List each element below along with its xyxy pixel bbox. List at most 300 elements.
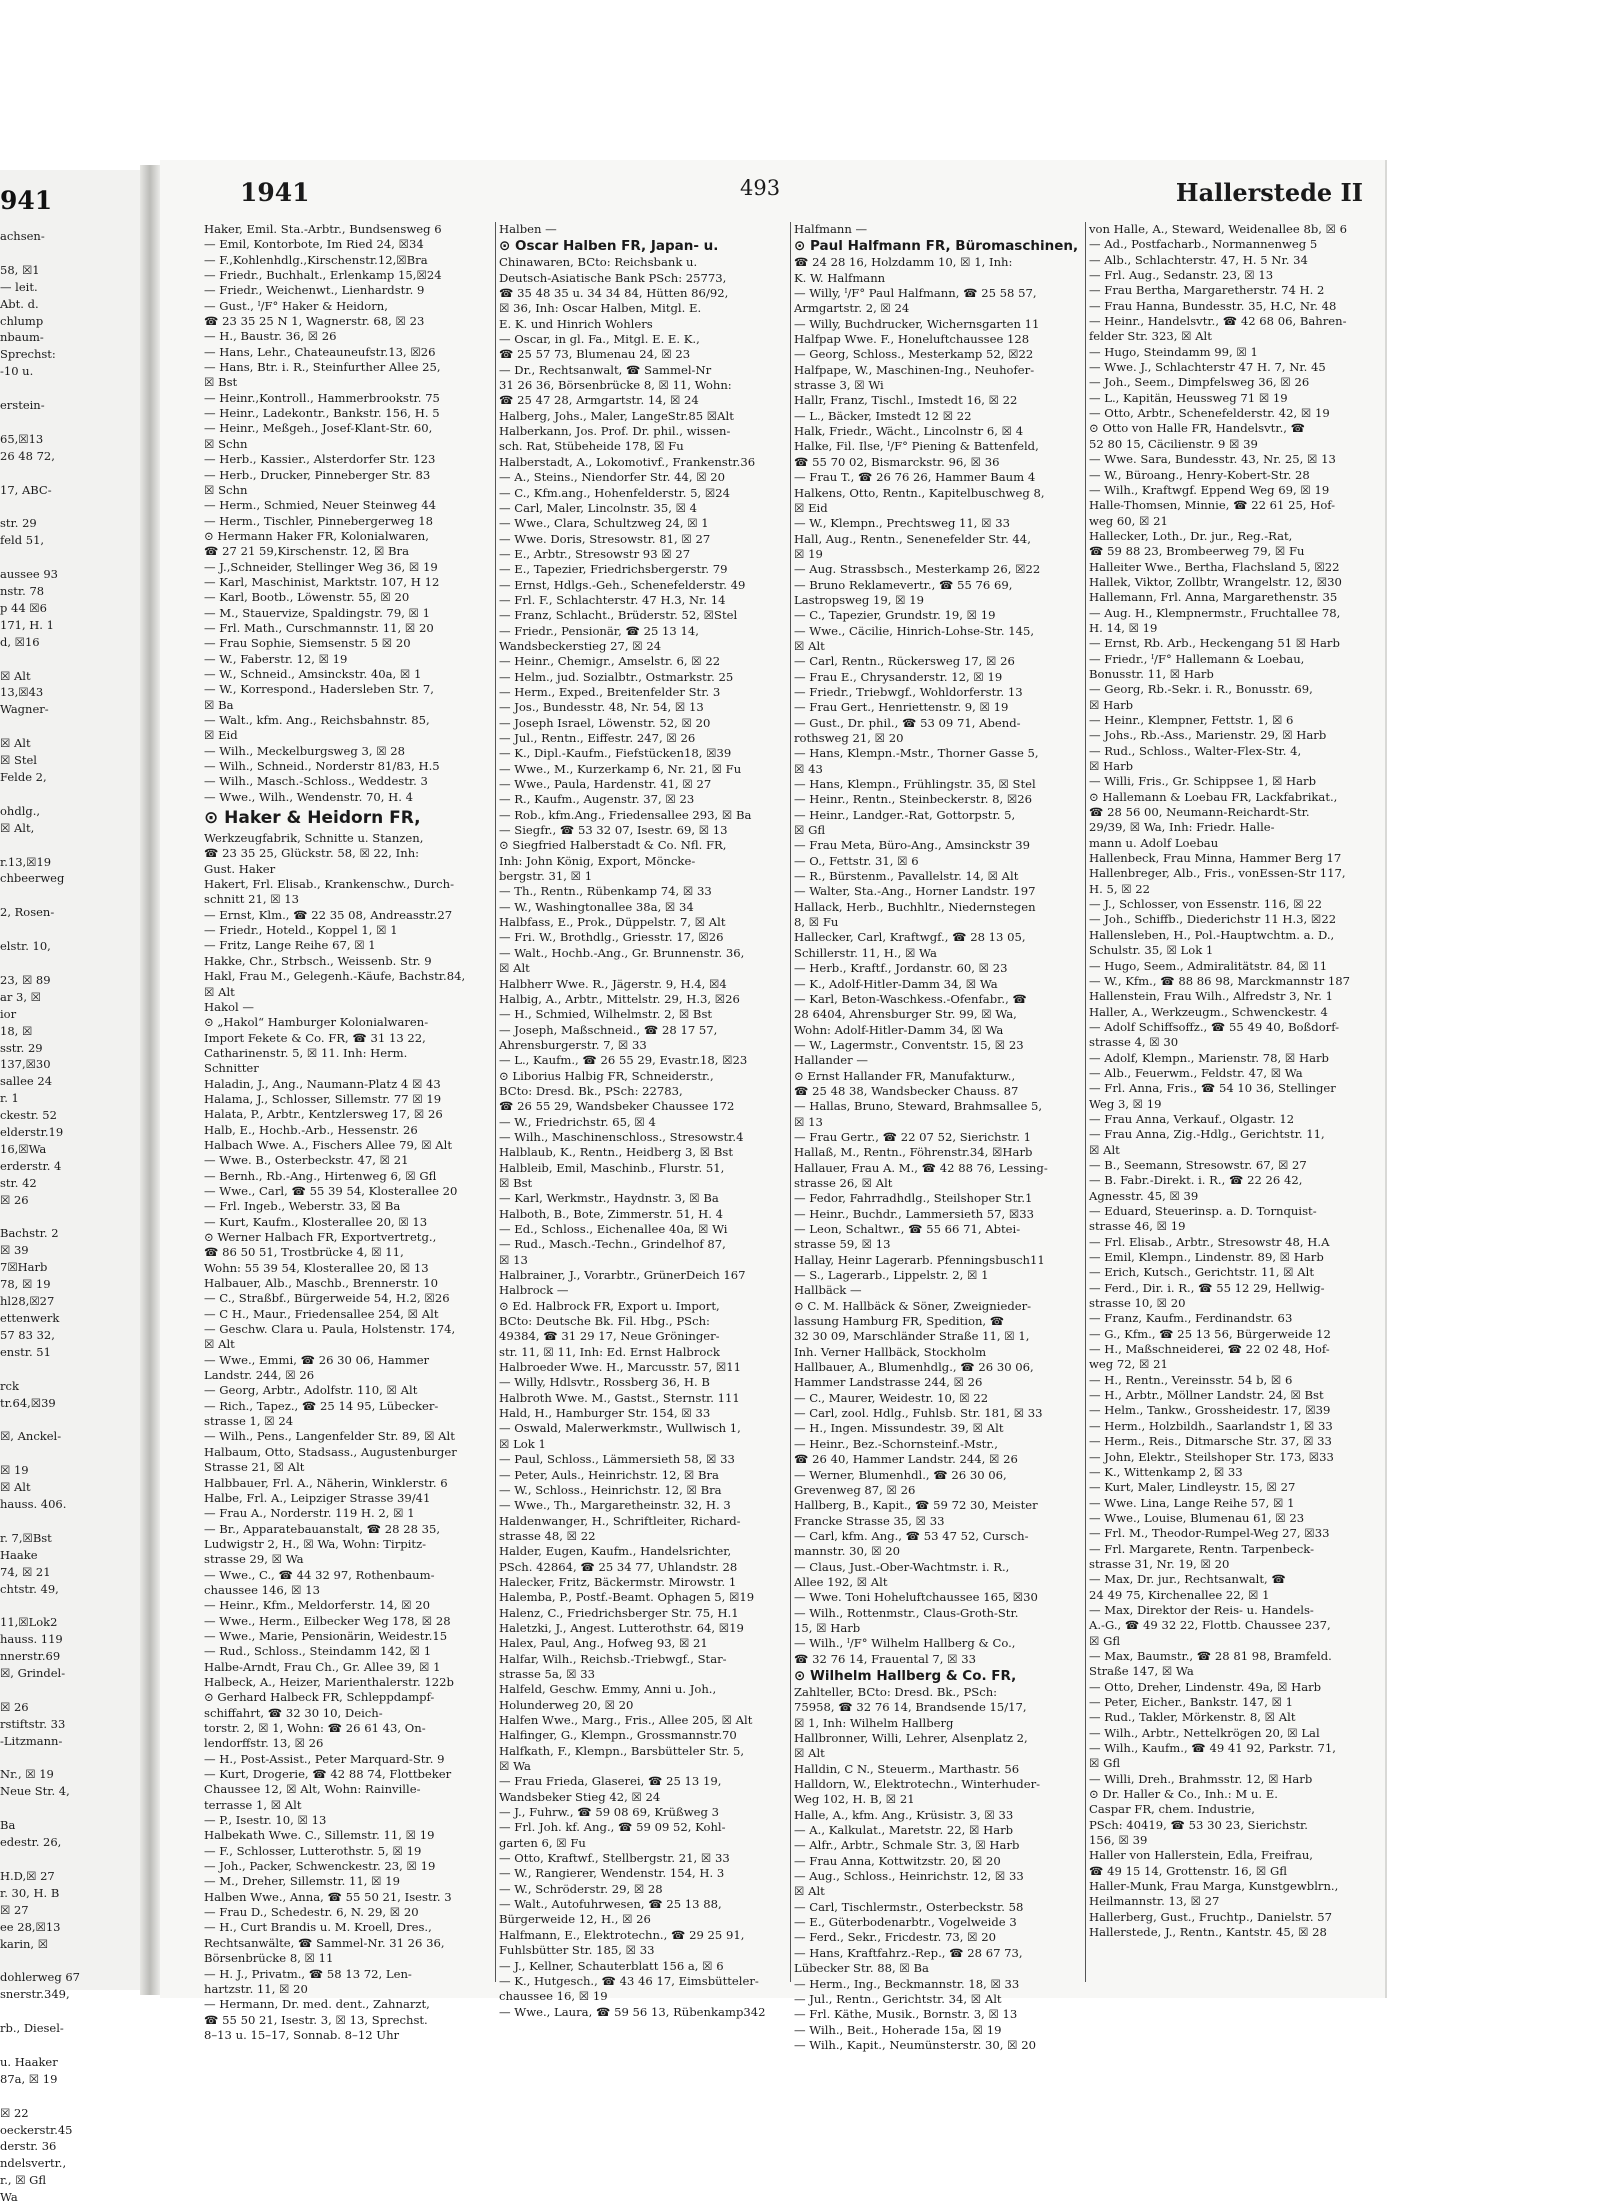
directory-entry: — W., Schröderstr. 29, ☒ 28 <box>499 1881 663 1896</box>
directory-entry: ☒ Alt <box>499 961 530 976</box>
left-page-line: oeckerstr.45 <box>0 2122 73 2137</box>
directory-entry: — John, Elektr., Steilshoper Str. 173, ☒33 <box>1089 1449 1334 1464</box>
directory-entry: ☒ Harb <box>1089 759 1134 774</box>
directory-entry: ☒ Wa <box>499 1759 531 1774</box>
directory-entry: — Rud., Schloss., Steindamm 142, ☒ 1 <box>204 1644 432 1659</box>
directory-entry: terrasse 1, ☒ Alt <box>204 1797 302 1812</box>
left-page-line <box>0 1851 142 1868</box>
directory-entry: Halberkann, Jos. Prof. Dr. phil., wissen- <box>499 424 731 439</box>
directory-entry: Hallay, Heinr Lagerarb. Pfenningsbusch11 <box>794 1252 1045 1267</box>
left-page-line: nstr. 78 <box>0 584 45 599</box>
left-page-line <box>0 1952 142 1969</box>
left-page-line <box>0 718 142 735</box>
directory-entry: Hallenbeck, Frau Minna, Hammer Berg 17 <box>1089 851 1342 866</box>
directory-entry: — Wwe., M., Kurzerkamp 6, Nr. 21, ☒ Fu <box>499 761 742 776</box>
directory-entry: ⊙ Ed. Halbrock FR, Export u. Import, <box>499 1298 720 1313</box>
directory-entry: ⊙ „Hakol“ Hamburger Kolonialwaren- <box>204 1015 429 1030</box>
directory-entry: — Heinr., Rentn., Steinbeckerstr. 8, ☒26 <box>794 792 1032 807</box>
directory-entry: PSch: 40419, ☎ 53 30 23, Sierichstr. <box>1089 1817 1308 1832</box>
directory-entry: — Adolf Schiffsoffz., ☎ 55 49 40, Boßdorf- <box>1089 1019 1340 1034</box>
directory-entry: — Herb., Drucker, Pinneberger Str. 83 <box>204 467 431 482</box>
directory-entry: — Wwe., Cäcilie, Hinrich-Lohse-Str. 145, <box>794 623 1035 638</box>
left-page-line: ☒ Alt <box>0 736 31 751</box>
directory-entry: — Wwe., Clara, Schultzweg 24, ☒ 1 <box>499 516 709 531</box>
directory-entry: Ludwigstr 2, H., ☒ Wa, Wohn: Tirpitz- <box>204 1536 427 1551</box>
directory-entry: Import Fekete & Co. FR, ☎ 31 13 22, <box>204 1030 426 1045</box>
directory-entry: Halben — <box>499 222 557 236</box>
directory-entry: — Heinr., Kfm., Meldorferstr. 14, ☒ 20 <box>204 1598 431 1613</box>
directory-entry: — W., Korrespond., Hadersleben Str. 7, <box>204 682 434 697</box>
directory-entry: Francke Strasse 35, ☒ 33 <box>794 1513 945 1528</box>
directory-entry: — Friedr., Hoteld., Koppel 1, ☒ 1 <box>204 923 398 938</box>
left-page-line: ☒ 19 <box>0 1463 29 1478</box>
header-name-range: Hallerstede II <box>1175 178 1363 207</box>
directory-entry: Halfpap Wwe. F., Honeluftchaussee 128 <box>794 332 1030 347</box>
directory-entry: Halbroth Wwe. M., Gastst., Sternstr. 111 <box>499 1390 740 1405</box>
left-page-line: erderstr. 4 <box>0 1158 62 1173</box>
directory-entry: Wandsbeckerstieg 27, ☒ 24 <box>499 638 662 653</box>
directory-entry: — H. J., Privatm., ☎ 58 13 72, Len- <box>204 1966 412 1981</box>
directory-entry: — Heinr., Handelsvtr., ☎ 42 68 06, Bahren- <box>1089 314 1347 329</box>
directory-entry: ☒ Gfl <box>1089 1633 1121 1648</box>
directory-entry: — Heinr., Chemigr., Amselstr. 6, ☒ 22 <box>499 654 721 669</box>
left-page-line: ☒, Anckel- <box>0 1429 62 1444</box>
directory-entry: — B., Seemann, Stresowstr. 67, ☒ 27 <box>1089 1157 1307 1172</box>
book-gutter <box>140 165 162 1995</box>
left-page-line: ☒ 39 <box>0 1243 29 1258</box>
directory-entry: — Bernh., Rb.-Ang., Hirtenweg 6, ☒ Gfl <box>204 1168 437 1183</box>
directory-entry: Heilmannstr. 13, ☒ 27 <box>1089 1894 1220 1909</box>
directory-entry: Halbroeder Wwe. H., Marcusstr. 57, ☒11 <box>499 1360 742 1375</box>
directory-entry: — W., Klempn., Prechtsweg 11, ☒ 33 <box>794 516 1011 531</box>
directory-entry: ☒ 1, Inh: Wilhelm Hallberg <box>794 1715 954 1730</box>
directory-entry: — Willi, Dreh., Brahmsstr. 12, ☒ Harb <box>1089 1771 1313 1786</box>
directory-entry: 156, ☒ 39 <box>1089 1833 1148 1848</box>
left-facing-page <box>0 170 142 2205</box>
directory-entry: — Alb., Schlachterstr. 47, H. 5 Nr. 34 <box>1089 252 1308 267</box>
left-page-text <box>0 228 142 2206</box>
directory-entry: strasse 1, ☒ 24 <box>204 1414 294 1429</box>
left-page-line: 13,☒43 <box>0 685 44 700</box>
directory-entry: — Karl, Bootb., Löwenstr. 55, ☒ 20 <box>204 590 410 605</box>
directory-entry: — H., Rentn., Vereinsstr. 54 b, ☒ 6 <box>1089 1372 1293 1387</box>
directory-entry: ☎ 25 48 38, Wandsbecker Chauss. 87 <box>794 1083 1019 1098</box>
directory-entry: Inh: John König, Export, Mönckе- <box>499 853 696 868</box>
directory-entry: ☒ Gfl <box>1089 1756 1121 1771</box>
directory-entry: Hakol — <box>204 999 255 1014</box>
directory-entry: — Friedr., Triebwgf., Wohldorferstr. 13 <box>794 684 1023 699</box>
directory-entry: ☎ 28 56 00, Neumann-Reichardt-Str. <box>1089 805 1310 820</box>
directory-entry: — K., Wittenkamp 2, ☒ 33 <box>1089 1464 1243 1479</box>
directory-entry: — Frl. Anna, Fris., ☎ 54 10 36, Stellinger <box>1089 1081 1336 1096</box>
directory-entry: — Karl, Beton-Waschkess.-Ofenfabr., ☎ <box>794 991 1027 1006</box>
directory-entry: — Heinr., Bez.-Schornsteinf.-Mstr., <box>794 1436 998 1451</box>
left-page-line <box>0 887 142 904</box>
directory-entry: Haldenwanger, H., Schriftleiter, Richard- <box>499 1513 741 1528</box>
directory-entry: — Frl. Käthe, Musik., Bornstr. 3, ☒ 13 <box>794 2007 1018 2022</box>
directory-entry: — W., Schneid., Amsinckstr. 40a, ☒ 1 <box>204 666 422 681</box>
left-page-line <box>0 651 142 668</box>
directory-entry: ⊙ Paul Halfmann FR, Büromaschinen, <box>794 238 1079 255</box>
directory-entry: — Frl. Aug., Sedanstr. 23, ☒ 13 <box>1089 268 1274 283</box>
directory-entry: — Frau A., Norderstr. 119 H. 2, ☒ 1 <box>204 1506 415 1521</box>
directory-entry: ☒ Alt <box>794 1746 825 1761</box>
directory-entry: Bürgerweide 12, H., ☒ 26 <box>499 1912 651 1927</box>
directory-entry: sch. Rat, Stübeheide 178, ☒ Fu <box>499 439 684 454</box>
directory-entry: ⊙ Werner Halbach FR, Exportvertretg., <box>204 1230 437 1244</box>
directory-entry: Halata, P., Arbtr., Kentzlersweg 17, ☒ 26 <box>204 1107 443 1122</box>
directory-entry: — Ferd., Dir. i. R., ☎ 55 12 29, Hellwig- <box>1089 1280 1325 1295</box>
directory-entry: strasse 29, ☒ Wa <box>204 1552 304 1567</box>
directory-entry: Halberstadt, A., Lokomotivf., Frankenstr.36 <box>499 454 756 469</box>
directory-entry: — Emil, Kontorbote, Im Ried 24, ☒34 <box>204 237 424 252</box>
directory-entry: — Alb., Feuerwm., Feldstr. 47, ☒ Wa <box>1089 1065 1303 1080</box>
directory-entry: Halbherr Wwe. R., Jägerstr. 9, H.4, ☒4 <box>499 976 727 991</box>
directory-entry: Halenz, C., Friedrichsberger Str. 75, H.1 <box>499 1605 739 1620</box>
directory-entry: — C H., Maur., Friedensallee 254, ☒ Alt <box>204 1306 439 1321</box>
directory-entry: — Wwe. J., Schlachterstr 47 H. 7, Nr. 45 <box>1089 360 1326 375</box>
directory-entry: — Hans, Kraftfahrz.-Rep., ☎ 28 67 73, <box>794 1945 1023 1960</box>
directory-entry: — C., Straßbf., Bürgerweide 54, H.2, ☒26 <box>204 1291 450 1306</box>
directory-entry: Lübecker Str. 88, ☒ Ba <box>794 1961 929 1976</box>
left-page-line <box>0 1682 142 1699</box>
left-page-line: erstein- <box>0 398 45 413</box>
left-page-line: ☒ 26 <box>0 1699 29 1714</box>
directory-entry: Hallek, Viktor, Zollbtr, Wrangelstr. 12, ☒30 <box>1089 574 1342 589</box>
left-page-line: ☒ 27 <box>0 1902 29 1917</box>
directory-entry: — J., Kellner, Schauterblatt 156 a, ☒ 6 <box>499 1958 724 1973</box>
left-page-line <box>0 1361 142 1378</box>
left-page-line: ☒ 26 <box>0 1192 29 1207</box>
directory-entry: — Wilh., Arbtr., Nettelkrögen 20, ☒ Lal <box>1089 1725 1320 1740</box>
left-page-line: edestr. 26, <box>0 1835 62 1850</box>
directory-entry: — F., Schlosser, Lutterothstr. 5, ☒ 19 <box>204 1843 422 1858</box>
directory-entry: Börsenbrücke 8, ☒ 11 <box>204 1951 334 1966</box>
directory-entry: — F.,Kohlenhdlg.,Kirschenstr.12,☒Bra <box>204 252 428 267</box>
directory-entry: Haker, Emil. Sta.-Arbtr., Bundsensweg 6 <box>204 222 442 236</box>
directory-entry: ⊙ Hallemann & Loebau FR, Lackfabrikat., <box>1089 789 1338 804</box>
left-page-line <box>0 414 142 431</box>
directory-entry: — Kurt, Drogerie, ☎ 42 88 74, Flottbeker <box>204 1767 452 1782</box>
directory-entry: — Aug. Strassbsch., Mesterkamp 26, ☒22 <box>794 562 1041 577</box>
left-page-line: 7☒Harb <box>0 1260 48 1275</box>
column-3 <box>794 222 1081 2052</box>
directory-entry: — Rud., Takler, Mörkenstr. 8, ☒ Alt <box>1089 1710 1296 1725</box>
directory-entry: — Wilh., Rottenmstr., Claus-Groth-Str. <box>794 1605 1019 1620</box>
directory-entry: ⊙ Wilhelm Hallberg & Co. FR, <box>794 1667 1017 1684</box>
directory-entry: — J.,Schneider, Stellinger Weg 36, ☒ 19 <box>204 559 438 574</box>
directory-entry: Halbleib, Emil, Maschinb., Flurstr. 51, <box>499 1160 725 1175</box>
directory-entry: Hallberg, B., Kapit., ☎ 59 72 30, Meister <box>794 1498 1038 1513</box>
directory-entry: ☒ Alt <box>204 1337 235 1352</box>
directory-entry: — Adolf, Klempn., Marienstr. 78, ☒ Harb <box>1089 1050 1329 1065</box>
left-page-line: ettenwerk <box>0 1311 60 1325</box>
directory-entry: — H., Post-Assist., Peter Marquard-Str. 9 <box>204 1751 445 1766</box>
directory-entry: Schnitter <box>204 1061 259 1076</box>
directory-entry: — Ad., Postfacharb., Normannenweg 5 <box>1089 237 1318 252</box>
directory-entry: — E., Arbtr., Stresowstr 93 ☒ 27 <box>499 546 691 561</box>
directory-entry: ⊙ Haker & Heidorn FR, <box>204 808 421 829</box>
left-page-line <box>0 837 142 854</box>
directory-entry: Halbfass, E., Prok., Düppelstr. 7, ☒ Alt <box>499 915 726 930</box>
left-page-line: ☒ Alt <box>0 1480 31 1495</box>
directory-entry: ☎ 23 35 25 N 1, Wagnerstr. 68, ☒ 23 <box>204 314 425 329</box>
directory-entry: Halkens, Otto, Rentn., Kapitelbuschweg 8, <box>794 485 1045 500</box>
directory-entry: — Werner, Blumenhdl., ☎ 26 30 06, <box>794 1467 1007 1482</box>
left-page-line: 74, ☒ 21 <box>0 1564 51 1579</box>
directory-entry: ☒ Alt <box>204 984 235 999</box>
left-page-line <box>0 2088 142 2105</box>
directory-entry: — Friedr., Weichenwt., Lienhardstr. 9 <box>204 283 425 298</box>
left-page-line: Abt. d. <box>0 296 39 311</box>
directory-entry: Hald, H., Hamburger Str. 154, ☒ 33 <box>499 1406 711 1421</box>
directory-entry: — Rud., Masch.-Techn., Grindelhof 87, <box>499 1237 726 1252</box>
directory-page <box>160 160 1385 2052</box>
directory-entry: 49384, ☎ 31 29 17, Neue Gröninger- <box>499 1329 720 1344</box>
directory-entry: garten 6, ☒ Fu <box>499 1835 586 1850</box>
directory-entry: — Jos., Bundesstr. 48, Nr. 54, ☒ 13 <box>499 700 704 715</box>
directory-entry: Gust. Haker <box>204 861 276 876</box>
directory-entry: schiffahrt, ☎ 32 30 10, Deich- <box>204 1705 383 1720</box>
directory-entry: — Wwe. Toni Hoheluftchaussee 165, ☒30 <box>794 1590 1038 1605</box>
directory-entry: — Wwe., Louise, Blumenau 61, ☒ 23 <box>1089 1510 1305 1525</box>
header-year: 1941 <box>240 178 310 207</box>
directory-entry: ☒ Gfl <box>794 823 826 838</box>
directory-entry: Hallecker, Carl, Kraftwgf., ☎ 28 13 05, <box>794 930 1026 945</box>
directory-entry: — Georg, Arbtr., Adolfstr. 110, ☒ Alt <box>204 1383 418 1398</box>
directory-entry: 15, ☒ Harb <box>794 1620 861 1635</box>
directory-entry: — Frau Frieda, Glaserei, ☎ 25 13 19, <box>499 1774 722 1789</box>
left-page-line: hauss. 119 <box>0 1632 63 1647</box>
directory-entry: H. 5, ☒ 22 <box>1089 881 1151 896</box>
directory-entry: — Joh., Seem., Dimpfelsweg 36, ☒ 26 <box>1089 375 1310 390</box>
directory-entry: Weg 3, ☒ 19 <box>1089 1096 1162 1111</box>
left-page-line: -Litzmann- <box>0 1733 63 1748</box>
directory-entry: — H., Ingen. Missundestr. 39, ☒ Alt <box>794 1421 1004 1436</box>
directory-entry: — Karl, Maschinist, Marktstr. 107, H 12 <box>204 574 440 589</box>
directory-entry: Zahlteller, BCto: Dresd. Bk., PSch: <box>794 1684 998 1699</box>
directory-entry: — Ernst, Rb. Arb., Heckengang 51 ☒ Harb <box>1089 636 1340 651</box>
directory-entry: Halblaub, K., Rentn., Heidberg 3, ☒ Bst <box>499 1145 733 1160</box>
directory-entry: — Kurt, Maler, Lindleystr. 15, ☒ 27 <box>1089 1480 1296 1495</box>
column-4 <box>1089 222 1376 1982</box>
left-page-line <box>0 1411 142 1428</box>
directory-entry: — O., Fettstr. 31, ☒ 6 <box>794 853 919 868</box>
directory-entry: ⊙ Dr. Haller & Co., Inh.: M u. E. <box>1089 1787 1278 1802</box>
directory-entry: ⊙ Siegfried Halberstadt & Co. Nfl. FR, <box>499 838 727 853</box>
directory-entry: H. 14, ☒ 19 <box>1089 620 1158 635</box>
directory-entry: Hammer Landstrasse 244, ☒ 26 <box>794 1375 983 1390</box>
directory-entry: BCto: Deutsche Bk. Fil. Hbg., PSch: <box>499 1314 710 1329</box>
directory-entry: Halbe-Arndt, Frau Ch., Gr. Allee 39, ☒ 1 <box>204 1659 441 1674</box>
directory-entry: ⊙ Otto von Halle FR, Handelsvtr., ☎ <box>1089 421 1306 436</box>
directory-entry: Deutsch-Asiatische Bank PSch: 25773, <box>499 270 727 285</box>
directory-entry: Agnesstr. 45, ☒ 39 <box>1089 1188 1199 1203</box>
left-page-line: elderstr.19 <box>0 1125 64 1140</box>
directory-entry: schnitt 21, ☒ 13 <box>204 892 300 907</box>
directory-entry: Chaussee 12, ☒ Alt, Wohn: Rainville- <box>204 1782 421 1797</box>
left-page-line: u. Haaker <box>0 2054 58 2069</box>
directory-entry: — Herm., Reis., Ditmarsche Str. 37, ☒ 33 <box>1089 1434 1332 1449</box>
directory-entry: — C., Tapezier, Grundstr. 19, ☒ 19 <box>794 608 996 623</box>
directory-entry: ☎ 49 15 14, Grottenstr. 16, ☒ Gfl <box>1089 1863 1287 1878</box>
directory-entry: ⊙ Gerhard Halbeck FR, Schleppdampf- <box>204 1690 435 1705</box>
directory-entry: Haller, A., Werkzeugm., Schwenckestr. 4 <box>1089 1004 1328 1019</box>
left-page-line: r. 7,☒Bst <box>0 1530 52 1545</box>
directory-entry: — Fri. W., Brothdlg., Griesstr. 17, ☒26 <box>499 930 724 945</box>
left-page-line: — leit. <box>0 279 38 294</box>
directory-entry: — Emil, Klempn., Lindenstr. 89, ☒ Harb <box>1089 1250 1324 1265</box>
directory-entry: — Ernst, Hdlgs.-Geh., Schenefelderstr. 49 <box>499 577 746 592</box>
directory-entry: Halberg, Johs., Maler, LangeStr.85 ☒Alt <box>499 408 734 423</box>
left-page-line: 2, Rosen- <box>0 905 55 920</box>
directory-entry: Halfinger, G., Klempn., Grossmannstr.70 <box>499 1728 737 1743</box>
directory-entry: ☎ 86 50 51, Trostbrücke 4, ☒ 11, <box>204 1245 404 1260</box>
directory-entry: — Frl. Ingeb., Weberstr. 33, ☒ Ba <box>204 1199 401 1214</box>
directory-entry: Hallerberg, Gust., Fruchtp., Danielstr. 57 <box>1089 1909 1332 1924</box>
directory-entry: strasse 26, ☒ Alt <box>794 1175 893 1190</box>
directory-entry: 32 30 09, Marschländer Straße 11, ☒ 1, <box>794 1329 1030 1344</box>
left-page-line: Bachstr. 2 <box>0 1226 59 1241</box>
directory-entry: ☎ 25 47 28, Armgartstr. 14, ☒ 24 <box>499 393 699 408</box>
directory-entry: — L., Bäcker, Imstedt 12 ☒ 22 <box>794 408 972 423</box>
left-page-line: 23, ☒ 89 <box>0 972 51 987</box>
left-page-line: tr.64,☒39 <box>0 1395 56 1410</box>
directory-entry: — Joseph Israel, Löwenstr. 52, ☒ 20 <box>499 715 711 730</box>
directory-entry: Hallander — <box>794 1053 868 1068</box>
directory-entry: — Hans, Klempn.-Mstr., Thorner Gasse 5, <box>794 746 1039 761</box>
directory-entry: ☒ 36, Inh: Oscar Halben, Mitgl. E. <box>499 301 702 316</box>
directory-entry: — Hans, Klempn., Frühlingstr. 35, ☒ Stel <box>794 777 1036 792</box>
directory-entry: — Oscar, in gl. Fa., Mitgl. E. E. K., <box>499 332 700 347</box>
directory-entry: — Herm., Holzbildh., Saarlandstr 1, ☒ 33 <box>1089 1418 1333 1433</box>
directory-entry: — Frau Hanna, Bundesstr. 35, H.C, Nr. 48 <box>1089 298 1337 313</box>
column-divider <box>790 222 791 1982</box>
left-page-line: ar 3, ☒ <box>0 989 41 1004</box>
left-page-line: ee 28,☒13 <box>0 1919 61 1934</box>
directory-entry: Halben Wwe., Anna, ☎ 55 50 21, Isestr. 3 <box>204 1889 452 1904</box>
directory-entry: ⊙ C. M. Hallbäck & Söner, Zweignieder- <box>794 1298 1032 1313</box>
directory-entry: Allee 192, ☒ Alt <box>794 1574 888 1589</box>
directory-entry: Schillerstr. 11, H., ☒ Wa <box>794 945 937 960</box>
directory-entry: Hallbronner, Willi, Lehrer, Alsenplatz 2, <box>794 1731 1028 1745</box>
directory-entry: — Hans, Lehr., Chateauneufstr.13, ☒26 <box>204 344 436 359</box>
directory-entry: — Frau T., ☎ 26 76 26, Hammer Baum 4 <box>794 470 1036 485</box>
directory-entry: ☒ Ba <box>204 697 234 712</box>
directory-entry: — Aug., Schloss., Heinrichstr. 12, ☒ 33 <box>794 1869 1024 1884</box>
left-page-line: aussee 93 <box>0 567 58 582</box>
directory-entry: Halbaum, Otto, Stadsass., Augustenburger <box>204 1444 457 1459</box>
left-page-line: hl28,☒27 <box>0 1294 55 1309</box>
left-page-line: achsen- <box>0 229 45 243</box>
left-page-line: nbaum- <box>0 330 44 345</box>
directory-entry: — Willi, Fris., Gr. Schippsee 1, ☒ Harb <box>1089 774 1317 789</box>
directory-entry: Weg 102, H. B, ☒ 21 <box>794 1792 915 1807</box>
directory-entry: strasse 4, ☒ 30 <box>1089 1035 1179 1050</box>
directory-entry: — Jul., Rentn., Gerichtstr. 34, ☒ Alt <box>794 1991 1002 2006</box>
directory-entry: — Wilh., Beit., Hoherade 15a, ☒ 19 <box>794 2022 1002 2037</box>
directory-entry: — G., Kfm., ☎ 25 13 56, Bürgerweide 12 <box>1089 1326 1331 1341</box>
left-page-line <box>0 955 142 972</box>
directory-entry: — Walter, Sta.-Ang., Horner Landstr. 197 <box>794 884 1036 899</box>
directory-entry: E. K. und Hinrich Wohlers <box>499 316 653 331</box>
left-page-line: ☒, Grindel- <box>0 1666 66 1681</box>
directory-entry: — Heinr., Meßgeh., Josef-Klant-Str. 60, <box>204 421 433 436</box>
left-page-line <box>0 2003 142 2020</box>
directory-entry: A.-G., ☎ 49 32 22, Flottb. Chaussee 237, <box>1089 1618 1331 1633</box>
directory-entry: — M., Stauervize, Spaldingstr. 79, ☒ 1 <box>204 605 431 620</box>
directory-entry: — Dr., Rechtsanwalt, ☎ Sammel-Nr <box>499 362 712 377</box>
left-page-line <box>0 786 142 803</box>
directory-entry: — Aug. H., Klempnermstr., Fruchtallee 78, <box>1089 605 1341 620</box>
left-page-line: derstr. 36 <box>0 2139 57 2154</box>
directory-entry: Bonusstr. 11, ☒ Harb <box>1089 666 1214 681</box>
directory-entry: ☎ 32 76 14, Frauental 7, ☒ 33 <box>794 1651 976 1666</box>
directory-entry: — P., Isestr. 10, ☒ 13 <box>204 1813 327 1828</box>
directory-entry: Werkzeugfabrik, Schnitte u. Stanzen, <box>204 831 424 846</box>
left-page-line: 137,☒30 <box>0 1057 51 1072</box>
page-number: 493 <box>740 176 781 200</box>
directory-entry: — Wilh., Kraftwgf. Eppend Weg 69, ☒ 19 <box>1089 482 1330 497</box>
directory-entry: K. W. Halfmann <box>794 270 886 285</box>
directory-entry: chaussee 16, ☒ 19 <box>499 1989 608 2004</box>
directory-entry: — Carl, Maler, Lincolnstr. 35, ☒ 4 <box>499 500 698 515</box>
directory-entry: — Wwe., Wilh., Wendenstr. 70, H. 4 <box>204 789 413 804</box>
directory-entry: — Hugo, Steindamm 99, ☒ 1 <box>1089 344 1258 359</box>
directory-entry: Halboth, B., Bote, Zimmerstr. 51, H. 4 <box>499 1206 723 1221</box>
directory-entry: Inh. Verner Hallbäck, Stockholm <box>794 1344 987 1359</box>
directory-entry: ☒ Alt <box>794 1884 825 1899</box>
directory-entry: ☒ 19 <box>794 546 823 561</box>
directory-entry: — Otto, Dreher, Lindenstr. 49a, ☒ Harb <box>1089 1679 1322 1694</box>
directory-entry: Halbauer, Alb., Maschb., Brennerstr. 10 <box>204 1276 439 1291</box>
directory-entry: — R., Bürstenm., Pavallelstr. 14, ☒ Alt <box>794 869 1019 884</box>
directory-entry: — Heinr., Ladekontr., Bankstr. 156, H. 5 <box>204 406 440 421</box>
left-page-line: r.13,☒19 <box>0 854 52 869</box>
directory-entry: Rechtsanwälte, ☎ Sammel-Nr. 31 26 36, <box>204 1935 445 1950</box>
directory-entry: — Wwe., Emmi, ☎ 26 30 06, Hammer <box>204 1352 430 1367</box>
directory-entry: — Wilh., ᴵ/F° Wilhelm Hallberg & Co., <box>794 1636 1016 1651</box>
directory-entry: ☎ 26 55 29, Wandsbeker Chaussee 172 <box>499 1099 735 1114</box>
directory-entry: — Hallas, Bruno, Steward, Brahmsallee 5, <box>794 1099 1043 1114</box>
left-page-line: str. 29 <box>0 516 37 531</box>
directory-entry: — Oswald, Malerwerkmstr., Wullwisch 1, <box>499 1421 741 1436</box>
directory-entry: torstr. 2, ☒ 1, Wohn: ☎ 26 61 43, On- <box>204 1721 426 1735</box>
directory-entry: — W., Lagermstr., Conventstr. 15, ☒ 23 <box>794 1037 1024 1052</box>
left-page-line: ndelsvertr., <box>0 2156 67 2171</box>
directory-entry: — Max, Baumstr., ☎ 28 81 98, Bramfeld. <box>1089 1648 1332 1663</box>
directory-entry: — Frau Bertha, Margaretherstr. 74 H. 2 <box>1089 283 1325 298</box>
directory-entry: — Herm., Tischler, Pinnebergerweg 18 <box>204 513 433 528</box>
directory-entry: — Georg, Rb.-Sekr. i. R., Bonusstr. 69, <box>1089 682 1313 697</box>
directory-entry: Hallecker, Loth., Dr. jur., Reg.-Rat, <box>1089 528 1293 543</box>
directory-entry: Halke, Fil. Ilse, ᴵ/F° Piening & Battenfeld, <box>794 439 1039 454</box>
left-page-line: 58, ☒1 <box>0 262 40 277</box>
directory-entry: — Frau Sophie, Siemsenstr. 5 ☒ 20 <box>204 636 411 651</box>
directory-entry: — Erich, Kutsch., Gerichtstr. 11, ☒ Alt <box>1089 1265 1315 1280</box>
directory-entry: Halder, Eugen, Kaufm., Handelsrichter, <box>499 1544 732 1559</box>
directory-entry: von Halle, A., Steward, Weidenallee 8b, ☒ 6 <box>1089 222 1348 236</box>
directory-entry: strasse 5a, ☒ 33 <box>499 1666 595 1681</box>
directory-entry: Halama, J., Schlosser, Sillemstr. 77 ☒ 19 <box>204 1091 442 1106</box>
directory-entry: — Joseph, Maßschneid., ☎ 28 17 57, <box>499 1022 718 1037</box>
directory-entry: — Carl, kfm. Ang., ☎ 53 47 52, Cursch- <box>794 1528 1029 1543</box>
directory-entry: — S., Lagerarb., Lippelstr. 2, ☒ 1 <box>794 1268 989 1283</box>
left-page-line: Ba <box>0 1818 16 1833</box>
left-page-line <box>0 499 142 516</box>
directory-entry: — Willy, Hdlsvtr., Rossberg 36, H. B <box>499 1375 710 1390</box>
directory-entry: Halle, A., kfm. Ang., Krüsistr. 3, ☒ 33 <box>794 1807 1014 1822</box>
